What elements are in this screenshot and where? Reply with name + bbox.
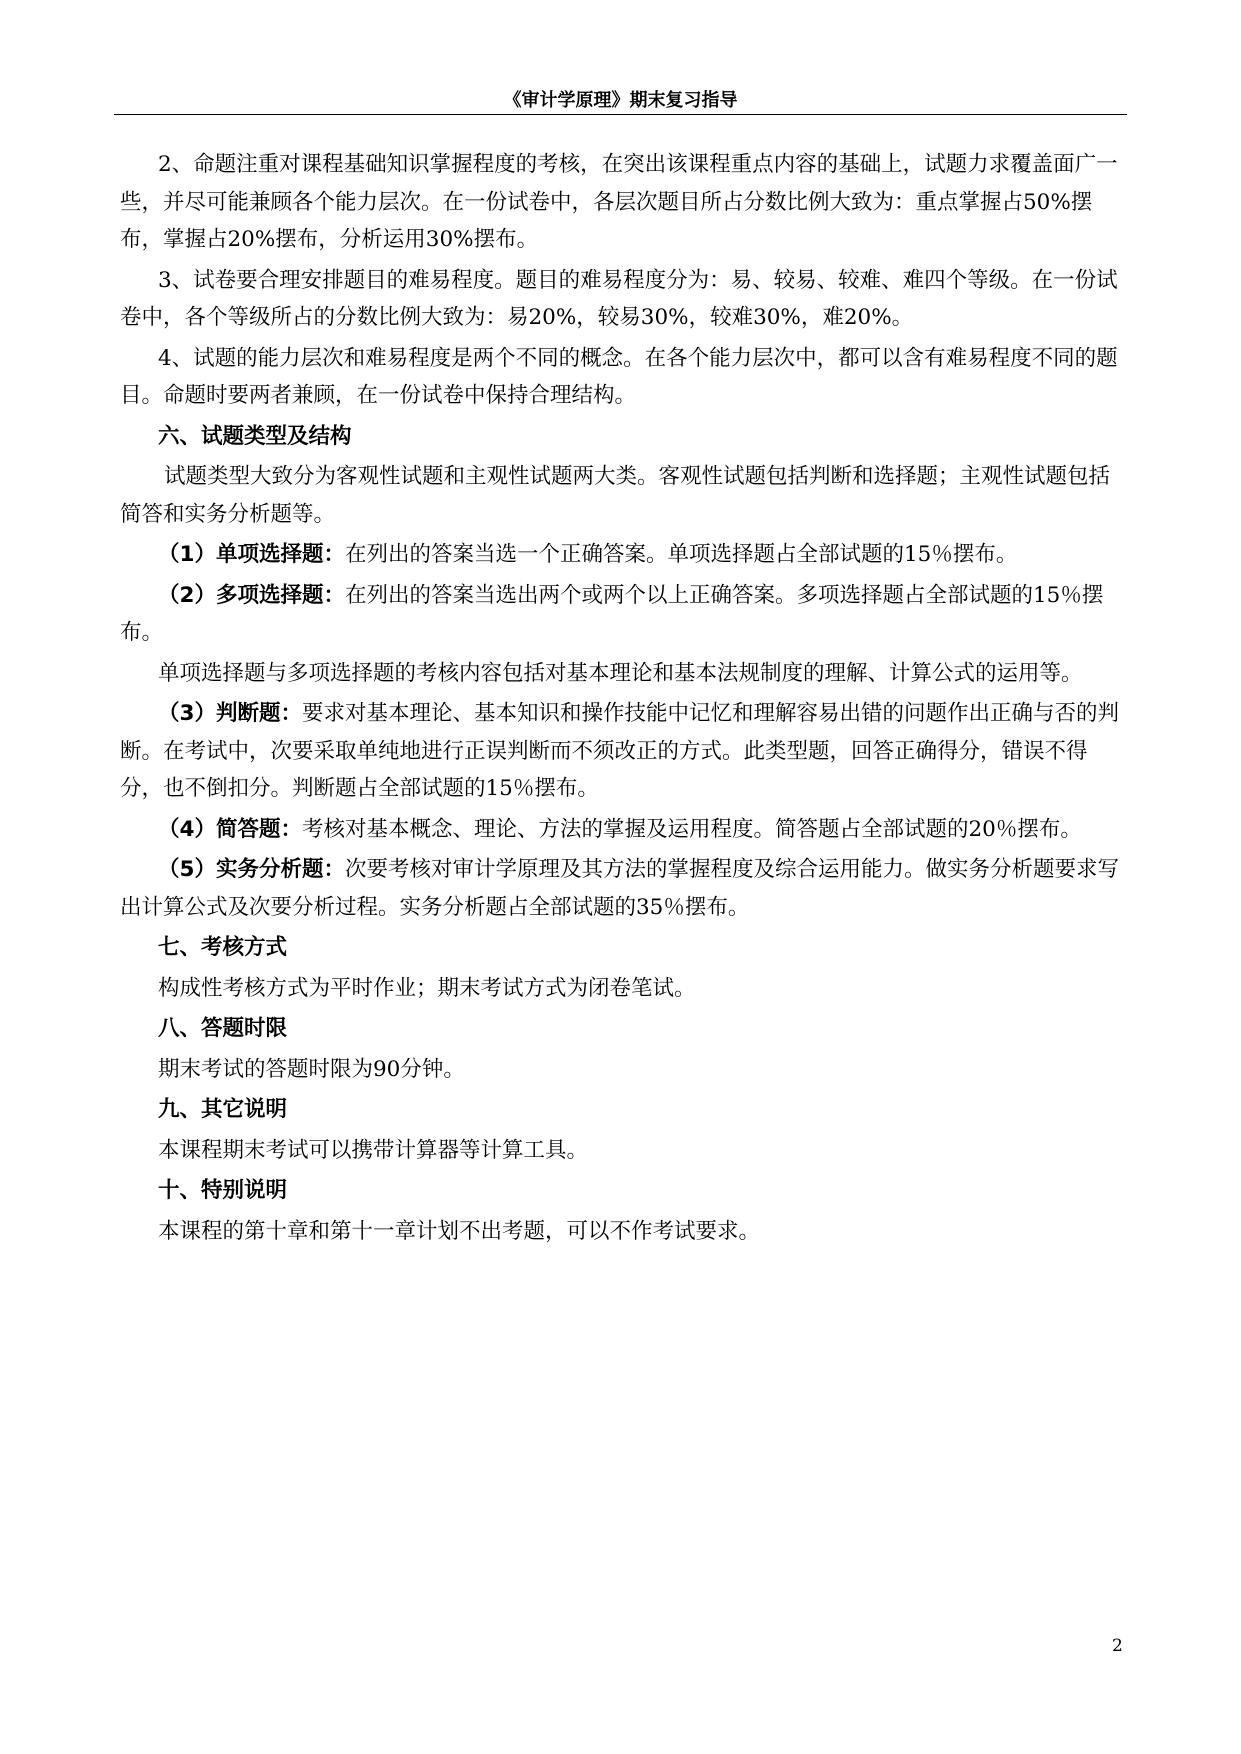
item-case-analysis-label: （5）实务分析题： xyxy=(158,857,345,882)
running-header: 《审计学原理》期末复习指导 xyxy=(503,90,738,111)
item-true-false-label: （3）判断题： xyxy=(158,701,302,726)
section-10-heading: 十、特别说明 xyxy=(158,1178,288,1203)
section-9-heading: 九、其它说明 xyxy=(158,1097,288,1122)
item-single-choice xyxy=(120,536,1130,574)
item-single-choice-label: （1）单项选择题： xyxy=(158,542,345,567)
section-10-text: 本课程的第十章和第十一章计划不出考题，可以不作考试要求。 xyxy=(158,1218,761,1244)
item-true-false-text: 要求对基本理论、基本知识和操作技能中记忆和理解容易出错的问题作出正确与否的判断。在考试中，次要采取单纯地进行正误判断而不须改正的方式。此类型题，回答正确得分，错误不得分，也不倒扣分。判断题占全部试题的15％摆布。 xyxy=(120,701,1119,801)
main-content xyxy=(120,146,1130,1253)
item-multiple-choice-text: 在列出的答案当选出两个或两个以上正确答案。多项选择题占全部试题的15％摆布。 xyxy=(120,582,1104,645)
section-6-heading: 六、试题类型及结构 xyxy=(158,423,352,449)
choice-note: 单项选择题与多项选择题的考核内容包括对基本理论和基本法规制度的理解、计算公式的运用等。 xyxy=(158,660,1083,686)
paragraph-2: 2、命题注重对课程基础知识掌握程度的考核，在突出该课程重点内容的基础上，试题力求覆盖面广一些，并尽可能兼顾各个能力层次。在一份试卷中，各层次题目所占分数比例大致为：重点掌握占50%摆布，掌握占20%摆布，分析运用30%摆布。 xyxy=(120,152,1118,252)
section-7-heading: 七、考核方式 xyxy=(158,935,288,960)
paragraph-3: 3、试卷要合理安排题目的难易程度。题目的难易程度分为：易、较易、较难、难四个等级。在一份试卷中，各个等级所占的分数比例大致为：易20%，较易30%，较难30%，难20%。 xyxy=(120,267,1118,330)
item-true-false xyxy=(120,695,1130,808)
item-multiple-choice-label: （2）多项选择题： xyxy=(158,582,345,608)
item-single-choice-text: 在列出的答案当选一个正确答案。单项选择题占全部试题的15％摆布。 xyxy=(344,542,1018,567)
section-6-intro: 试题类型大致分为客观性试题和主观性试题两大类。客观性试题包括判断和选择题；主观性试题包括简答和实务分析题等。 xyxy=(120,464,1111,527)
item-case-analysis xyxy=(120,851,1130,926)
item-short-answer xyxy=(120,811,1130,849)
section-8-text: 期末考试的答题时限为90分钟。 xyxy=(158,1056,465,1082)
item-case-analysis-text: 次要考核对审计学原理及其方法的掌握程度及综合运用能力。做实务分析题要求写出计算公式及次要分析过程。实务分析题占全部试题的35％摆布。 xyxy=(120,857,1119,920)
paragraph-4: 4、试题的能力层次和难易程度是两个不同的概念。在各个能力层次中，都可以含有难易程度不同的题目。命题时要两者兼顾，在一份试卷中保持合理结构。 xyxy=(120,345,1118,408)
section-7-text: 构成性考核方式为平时作业；期末考试方式为闭卷笔试。 xyxy=(158,975,696,1001)
item-short-answer-label: （4）简答题： xyxy=(158,816,302,842)
header-rule xyxy=(114,114,1127,115)
section-9-text: 本课程期末考试可以携带计算器等计算工具。 xyxy=(158,1137,589,1163)
item-short-answer-text: 考核对基本概念、理论、方法的掌握及运用程度。简答题占全部试题的20％摆布。 xyxy=(301,816,1082,842)
section-8-heading: 八、答题时限 xyxy=(158,1016,288,1041)
item-multiple-choice xyxy=(120,577,1130,652)
page-number: 2 xyxy=(1112,1636,1123,1656)
